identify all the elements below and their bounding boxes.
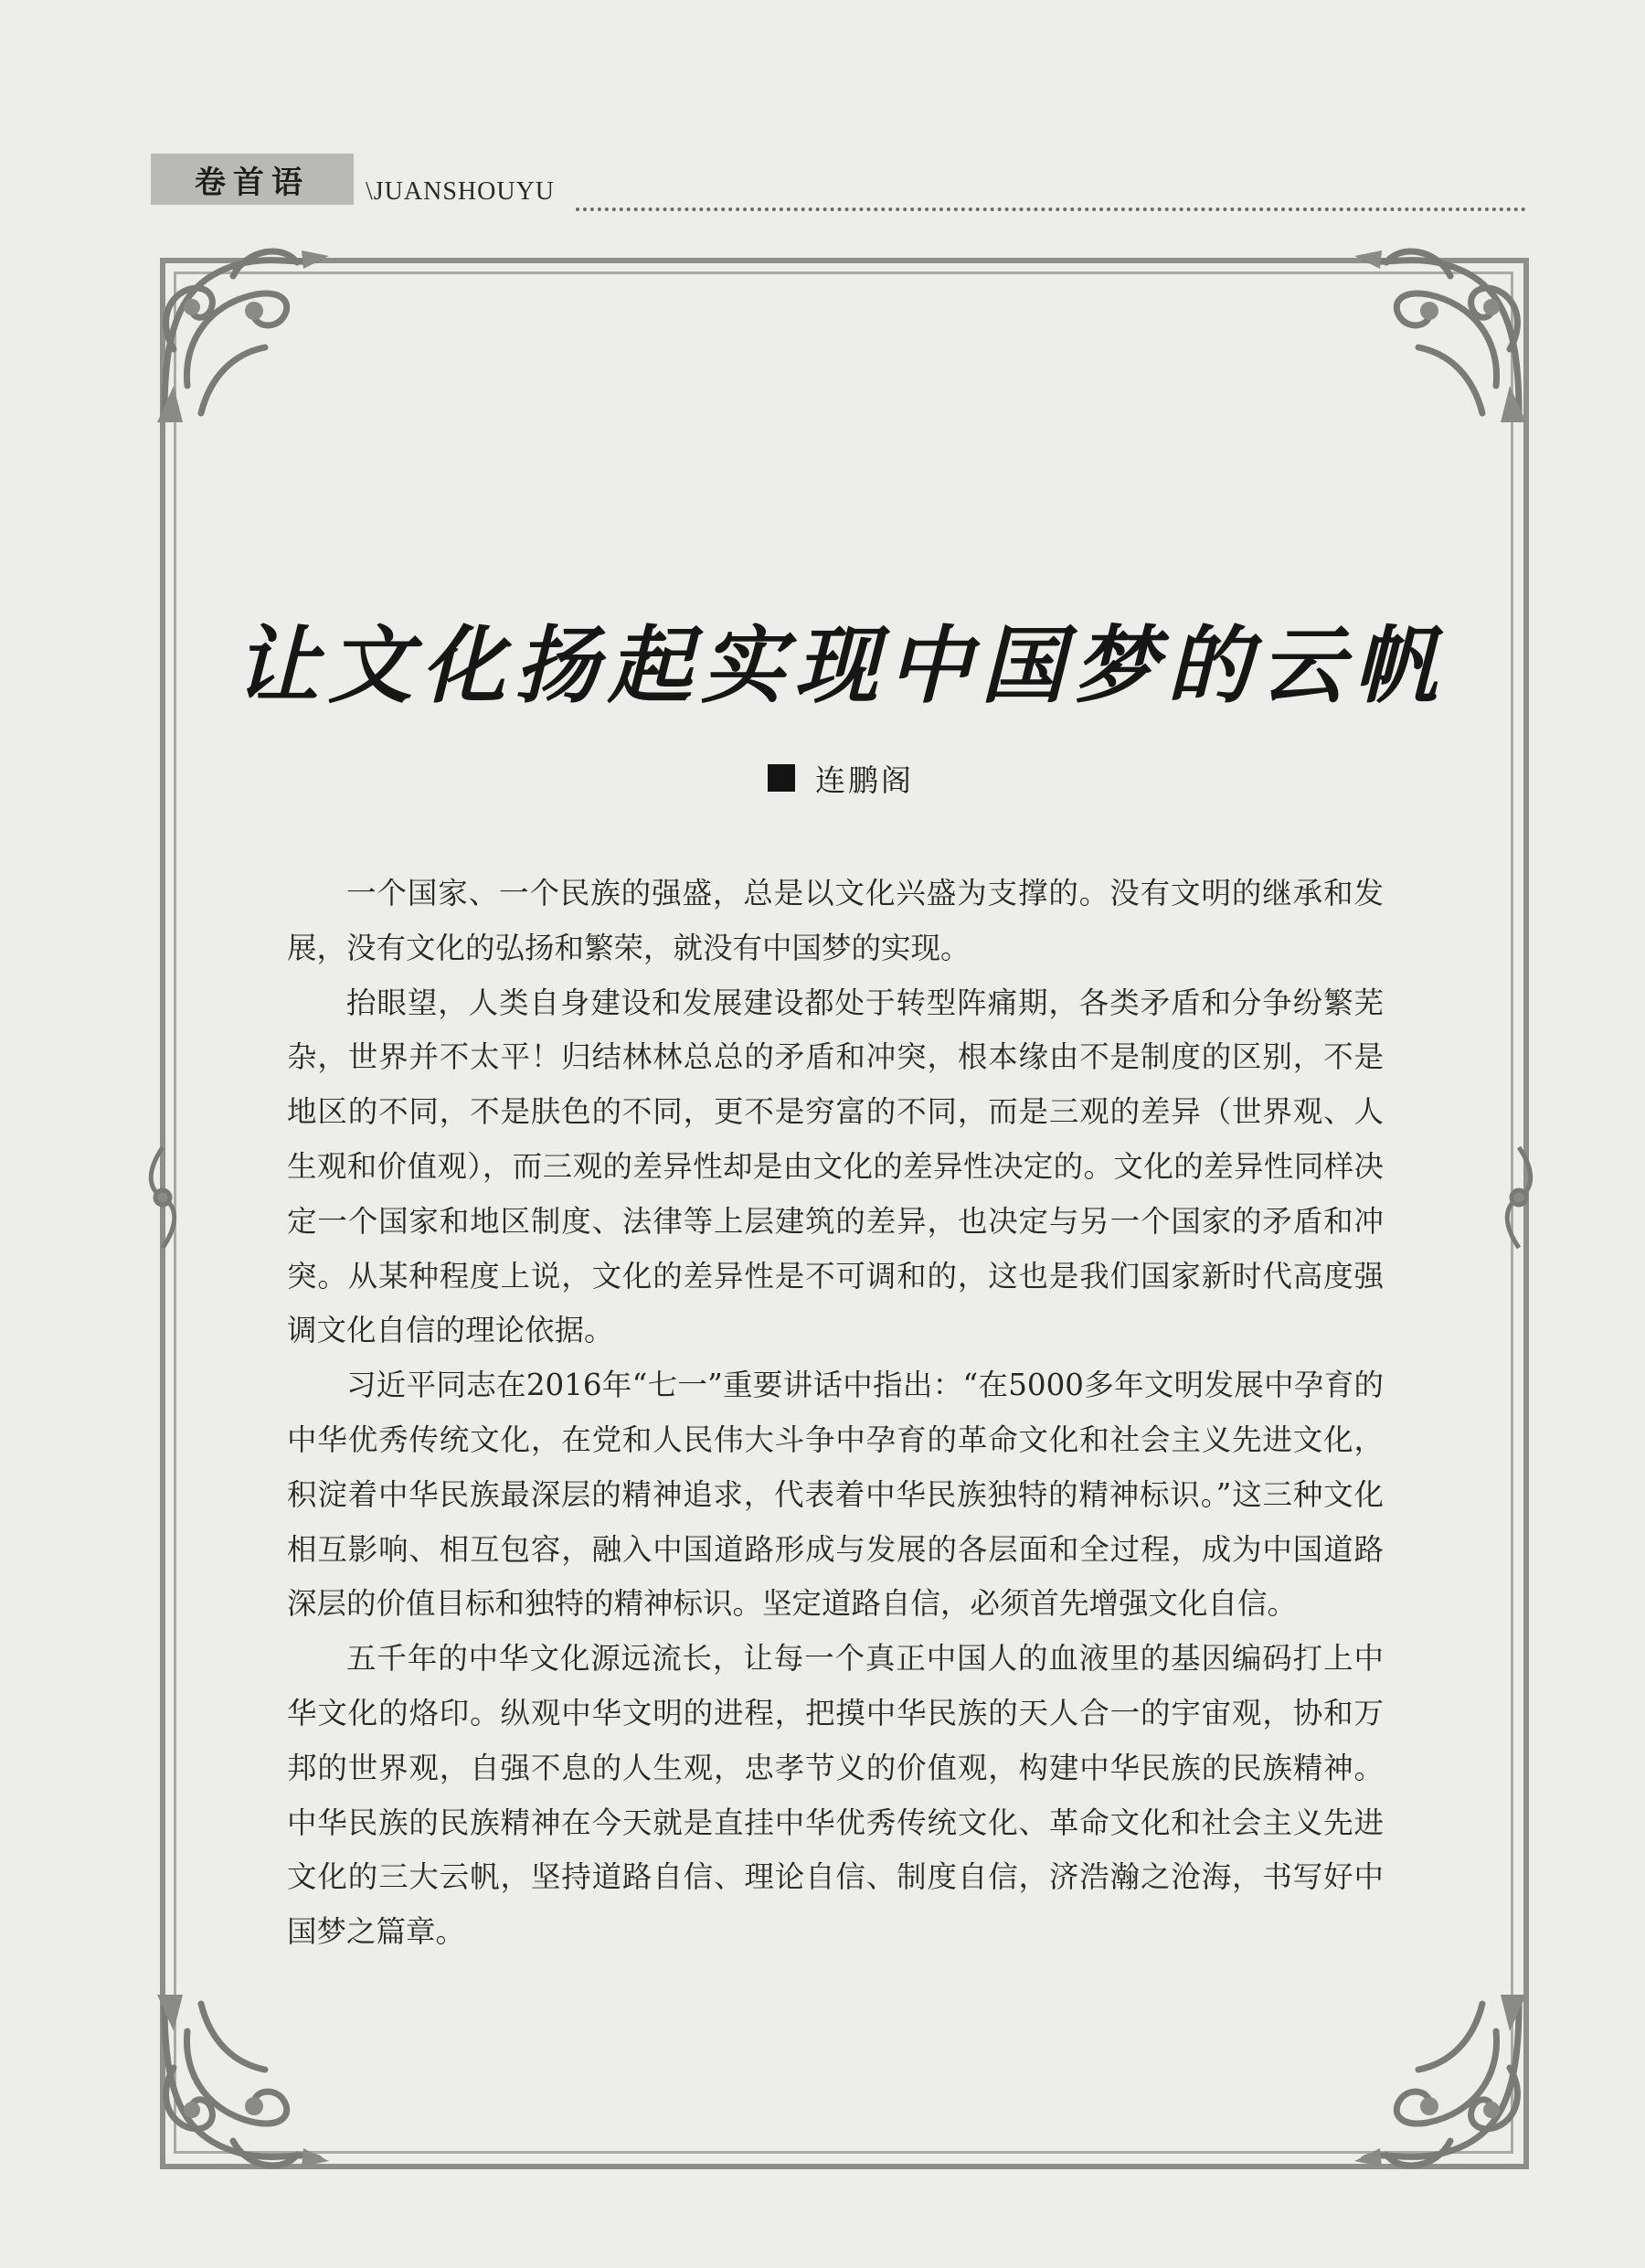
scroll-ornament-icon bbox=[1345, 1986, 1537, 2177]
author-name: 连鹏阁 bbox=[815, 761, 914, 798]
article-body bbox=[287, 867, 1384, 1960]
scroll-ornament-icon bbox=[146, 1986, 338, 2177]
paragraph: 习近平同志在2016年“七一”重要讲话中指出：“在5000多年文明发展中孕育的中华优秀传统文化，在党和人民伟大斗争中孕育的革命文化和社会主义先进文化，积淀着中华民族最深层的精神追求，代表着中华民族独特的精神标识。”这三种文化相互影响、相互包容，融入中国道路形成与发展的各层面和全过程，成为中国道路深层的价值目标和独特的精神标识。坚定道路自信，必须首先增强文化自信。 bbox=[287, 1368, 1384, 1622]
scroll-ornament-icon bbox=[146, 240, 338, 431]
article-title: 让文化扬起实现中国梦的云帆 bbox=[234, 616, 1447, 715]
black-square-icon bbox=[768, 764, 795, 792]
side-ornament-icon bbox=[1499, 1143, 1539, 1252]
byline bbox=[768, 757, 914, 799]
side-ornament-icon bbox=[143, 1143, 183, 1252]
section-label: 卷首语 bbox=[195, 164, 310, 201]
section-pinyin: \JUANSHOUYU bbox=[366, 177, 556, 206]
section-tab bbox=[151, 154, 354, 205]
paragraph: 五千年的中华文化源远流长，让每一个真正中国人的血液里的基因编码打上中华文化的烙印。纵观中华文明的进程，把摸中华民族的天人合一的宇宙观，协和万邦的世界观，自强不息的人生观，忠孝节义的价值观，构建中华民族的民族精神。中华民族的民族精神在今天就是直挂中华优秀传统文化、革命文化和社会主义先进文化的三大云帆，坚持道路自信、理论自信、制度自信，济浩瀚之沧海，书写好中国梦之篇章。 bbox=[287, 1641, 1384, 1950]
paragraph: 一个国家、一个民族的强盛，总是以文化兴盛为支撑的。没有文明的继承和发展，没有文化的弘扬和繁荣，就没有中国梦的实现。 bbox=[287, 876, 1384, 965]
scroll-ornament-icon bbox=[1345, 240, 1537, 431]
header-dotted-rule bbox=[576, 208, 1526, 211]
paragraph: 抬眼望，人类自身建设和发展建设都处于转型阵痛期，各类矛盾和分争纷繁芜杂，世界并不太平！归结林林总总的矛盾和冲突，根本缘由不是制度的区别，不是地区的不同，不是肤色的不同，更不是穷富的不同，而是三观的差异（世界观、人生观和价值观），而三观的差异性却是由文化的差异性决定的。文化的差异性同样决定一个国家和地区制度、法律等上层建筑的差异，也决定与另一个国家的矛盾和冲突。从某种程度上说，文化的差异性是不可调和的，这也是我们国家新时代高度强调文化自信的理论依据。 bbox=[287, 985, 1384, 1348]
